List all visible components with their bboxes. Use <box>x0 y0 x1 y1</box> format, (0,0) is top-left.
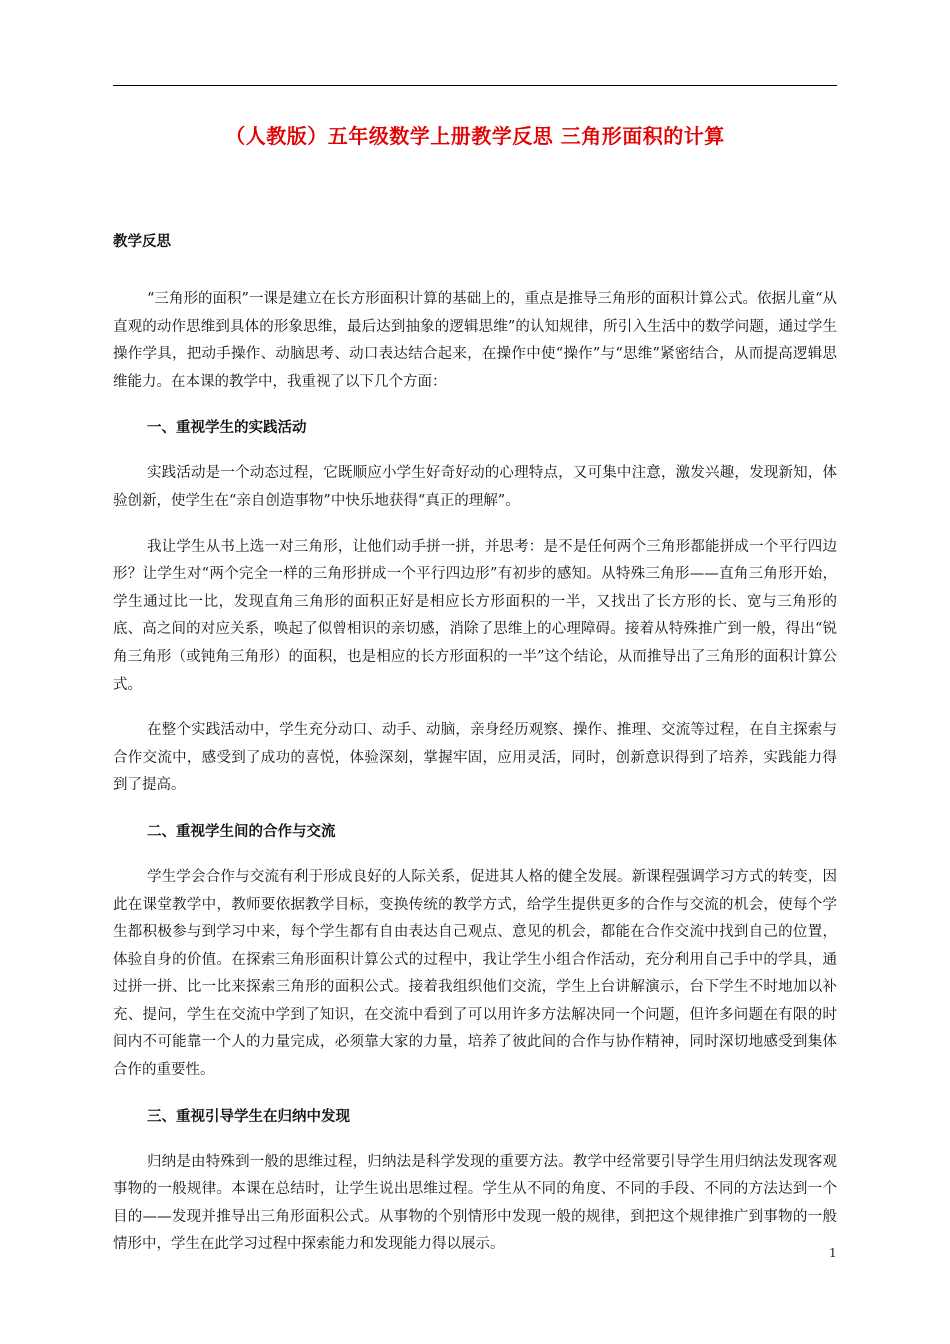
section-1-paragraph-3: 在整个实践活动中，学生充分动口、动手、动脑，亲身经历观察、操作、推理、交流等过程，在自主探索与合作交流中，感受到了成功的喜悦，体验深刻，掌握牢固，应用灵活，同时，创新意识得到了培养，实践能力得到了提高。 <box>113 722 837 794</box>
section-heading-3: 三、重视引导学生在归纳中发现 <box>147 1107 350 1125</box>
section-heading-1: 一、重视学生的实践活动 <box>147 419 307 437</box>
section-3-paragraph-1: 归纳是由特殊到一般的思维过程，归纳法是科学发现的重要方法。教学中经常要引导学生用归纳法发现客观事物的一般规律。本课在总结时，让学生说出思维过程。学生从不同的角度、不同的手段、不同的方法达到一个目的——发现并推导出三角形面积公式。从事物的个别情形中发现一般的规律，到把这个规律推广到事物的一般情形中，学生在此学习过程中探索能力和发现能力得以展示。 <box>113 1153 837 1253</box>
section-heading-2: 二、重视学生间的合作与交流 <box>147 822 336 840</box>
document-title: （人教版）五年级数学上册教学反思 三角形面积的计算 <box>225 124 725 148</box>
document-body <box>113 228 837 1277</box>
section-1-paragraph-2: 我让学生从书上选一对三角形，让他们动手拼一拼，并思考：是不是任何两个三角形都能拼成一个平行四边形？让学生对“两个完全一样的三角形拼成一个平行四边形”有初步的感知。从特殊三角形——直角三角形开始，学生通过比一比，发现直角三角形的面积正好是相应长方形面积的一半，又找出了长方形的长、宽与三角形的底、高之间的对应关系，唤起了似曾相识的亲切感，消除了思维上的心理障碍。接着从特殊推广到一般，得出“锐角三角形（或钝角三角形）的面积，也是相应的长方形面积的一半”这个结论，从而推导出了三角形的面积计算公式。 <box>113 538 837 693</box>
section-2-paragraph-1: 学生学会合作与交流有利于形成良好的人际关系，促进其人格的健全发展。新课程强调学习方式的转变，因此在课堂教学中，教师要依据教学目标，变换传统的教学方式，给学生提供更多的合作与交流的机会，使每个学生都积极参与到学习中来，每个学生都有自由表达自己观点、意见的机会，都能在合作交流中找到自己的位置，体验自身的价值。在探索三角形面积计算公式的过程中，我让学生小组合作活动，充分利用自己手中的学具，通过拼一拼、比一比来探索三角形的面积公式。接着我组织他们交流，学生上台讲解演示，台下学生不时地加以补充、提问，学生在交流中学到了知识，在交流中看到了可以用许多方法解决同一个问题，但许多问题在有限的时间内不可能靠一个人的力量完成，必须靠大家的力量，培养了彼此间的合作与协作精神，同时深切地感受到集体合作的重要性。 <box>113 868 837 1079</box>
intro-paragraph: “三角形的面积”一课是建立在长方形面积计算的基础上的，重点是推导三角形的面积计算公式。依据儿童“从直观的动作思维到具体的形象思维，最后达到抽象的逻辑思维”的认知规律，所引入生活中的数学问题，通过学生操作学具，把动手操作、动脑思考、动口表达结合起来，在操作中使“操作”与“思维”紧密结合，从而提高逻辑思维能力。在本课的教学中，我重视了以下几个方面： <box>113 291 837 390</box>
section-label: 教学反思 <box>113 233 171 250</box>
header-rule <box>113 85 837 86</box>
page-number: 1 <box>829 1246 837 1260</box>
section-1-paragraph-1: 实践活动是一个动态过程，它既顺应小学生好奇好动的心理特点，又可集中注意，激发兴趣，发现新知，体验创新，使学生在“亲自创造事物”中快乐地获得“真正的理解”。 <box>113 465 837 509</box>
